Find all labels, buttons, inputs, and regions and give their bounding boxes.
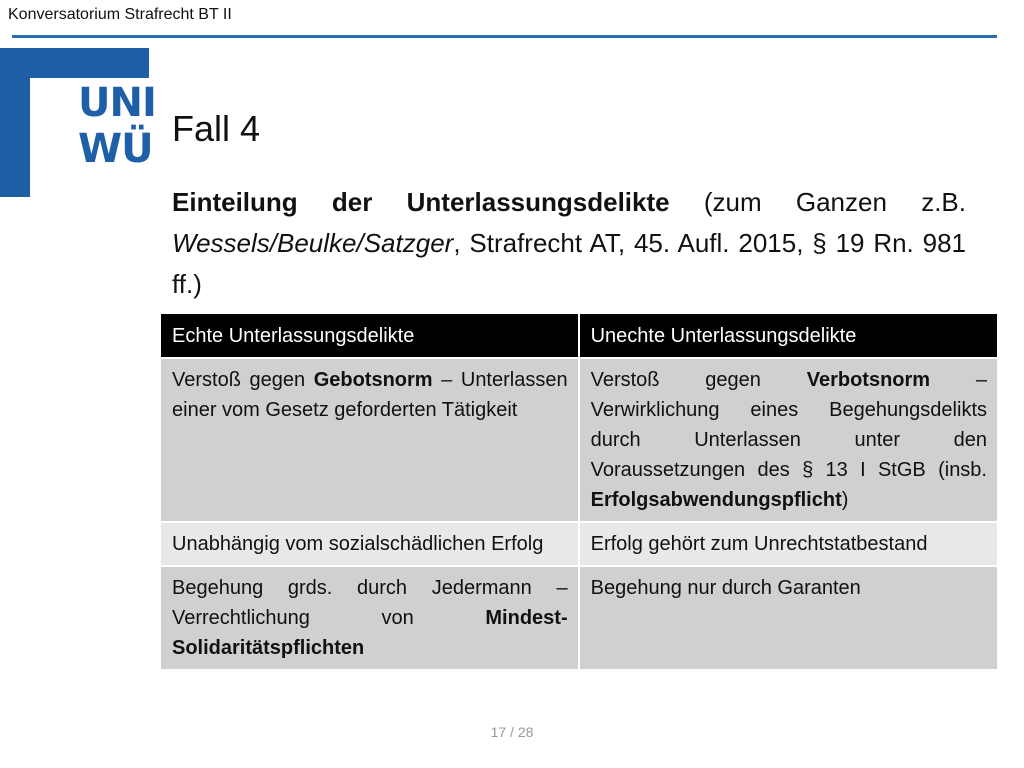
intro-part1: (zum Ganzen z.B. bbox=[669, 187, 966, 217]
university-logo bbox=[0, 48, 156, 197]
table-row bbox=[161, 522, 998, 566]
header-echte: Echte Unterlassungsdelikte bbox=[161, 314, 579, 358]
row1-right-bold2: Erfolgsabwendungspflicht bbox=[590, 489, 842, 511]
table-header-row bbox=[161, 314, 998, 358]
table-row bbox=[161, 566, 998, 670]
intro-paragraph bbox=[172, 182, 966, 305]
row2-left-text: Unabhängig vom sozialschädlichen Erfolg bbox=[172, 533, 544, 555]
intro-part2: , Strafrecht AT, 45. Aufl. 2015, § 19 Rn. 981 ff.) bbox=[172, 228, 966, 299]
row2-right-text: Erfolg gehört zum Unrechtstatbestand bbox=[590, 533, 928, 555]
logo-line-1: UNI bbox=[78, 80, 156, 126]
logo-line-2: WÜ bbox=[78, 126, 153, 172]
header-divider bbox=[12, 35, 997, 38]
row1-left-pre: Verstoß gegen bbox=[172, 369, 314, 391]
logo-wordmark bbox=[30, 80, 156, 172]
logo-inner-panel bbox=[30, 78, 156, 215]
row1-right-cell bbox=[579, 358, 998, 522]
row2-left-cell bbox=[161, 522, 579, 566]
slide-title: Fall 4 bbox=[172, 108, 261, 149]
header-unechte: Unechte Unterlassungsdelikte bbox=[579, 314, 998, 358]
header-title: Konversatorium Strafrecht BT II bbox=[8, 6, 232, 23]
comparison-table bbox=[161, 314, 999, 671]
row3-left-pre: Begehung grds. durch Jedermann – Verrechtlichung von bbox=[172, 577, 568, 629]
row3-right-cell bbox=[579, 566, 998, 670]
row1-left-post: – Unterlassen einer vom Gesetz geforderten Tätigkeit bbox=[172, 369, 568, 421]
row2-right-cell bbox=[579, 522, 998, 566]
row1-right-bold: Verbotsnorm bbox=[806, 369, 931, 391]
row1-left-bold: Gebotsnorm bbox=[313, 369, 433, 391]
row1-right-mid: – Verwirklichung eines Begehungsdelikts durch Unterlassen unter den Voraussetzungen des § 13 I StGB (insb. bbox=[590, 369, 987, 481]
page-number: 17 / 28 bbox=[490, 724, 534, 740]
row1-left-cell bbox=[161, 358, 579, 522]
row3-left-cell bbox=[161, 566, 579, 670]
row3-right-text: Begehung nur durch Garanten bbox=[590, 577, 861, 599]
intro-bold: Einteilung der Unterlassungsdelikte bbox=[172, 187, 670, 217]
row3-left-bold: Mindest-Solidaritätspflichten bbox=[172, 607, 568, 659]
row1-right-pre: Verstoß gegen bbox=[590, 369, 807, 391]
row1-right-post: ) bbox=[841, 489, 849, 511]
table-row bbox=[161, 358, 998, 522]
intro-author: Wessels/Beulke/Satzger bbox=[172, 228, 454, 258]
